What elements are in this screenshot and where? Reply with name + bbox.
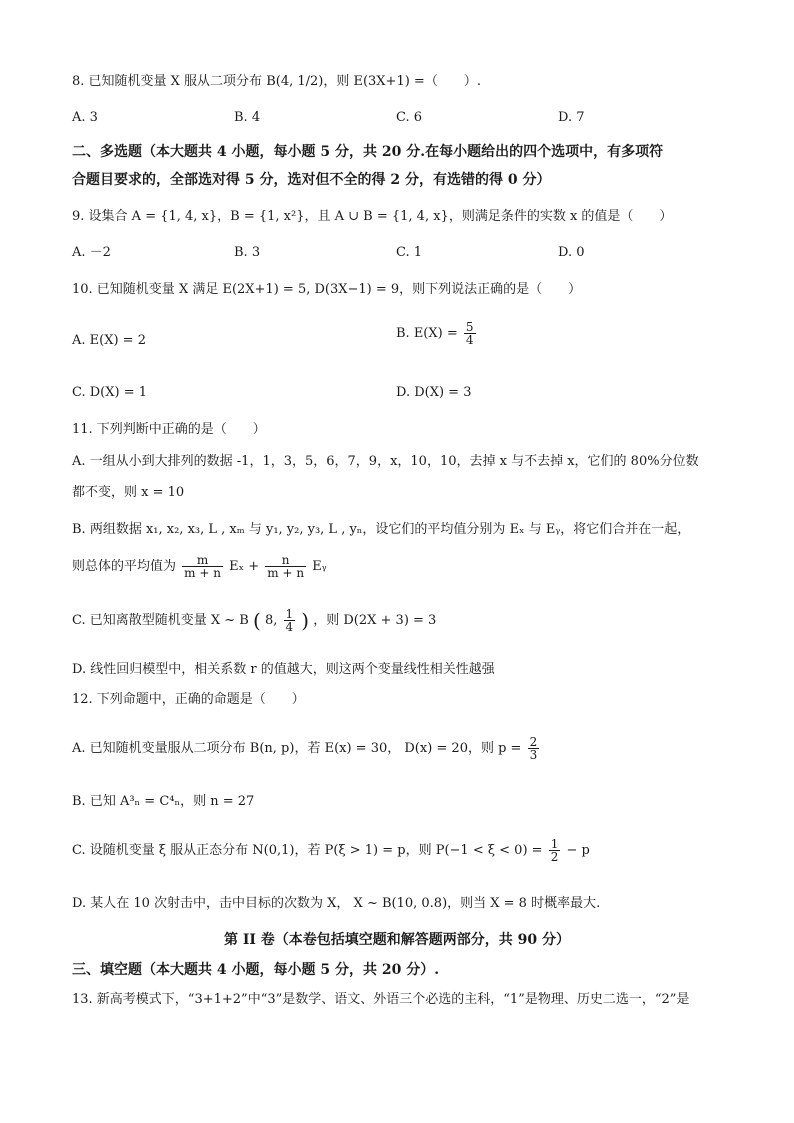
q10-options-row2 — [72, 383, 732, 403]
q8-stem: 8. 已知随机变量 X 服从二项分布 B(4, 1/2)，则 E(3X+1) =（ ）. — [72, 74, 481, 89]
q12-option-c-den: 2 — [550, 850, 559, 864]
q9-option-d: D. 0 — [558, 245, 585, 260]
q8-options — [72, 108, 732, 128]
q10-option-b-prefix: B. E(X) = — [396, 326, 458, 341]
q8-option-c: C. 6 — [396, 110, 423, 125]
q12-option-c-num: 1 — [550, 837, 559, 851]
q11-option-c-fraction — [284, 608, 296, 633]
q12-option-a-num: 2 — [529, 735, 538, 749]
q10-option-a: A. E(X) = 2 — [72, 333, 146, 348]
q11-option-b-frac2-den: m + n — [267, 566, 305, 580]
q11-option-b-frac1-den: m + n — [184, 566, 221, 580]
q10-stem: 10. 已知随机变量 X 满足 E(2X+1) = 5, D(3X−1) = 9，则下列说法正确的是（ ） — [72, 282, 582, 297]
q12-option-c-suffix: − p — [566, 843, 590, 858]
q11-stem: 11. 下列判断中正确的是（ ） — [72, 422, 266, 437]
q11-option-b-line1: B. 两组数据 x₁, x₂, x₃, L , xₘ 与 y₁, y₂, y₃, L , yₙ，设它们的平均值分别为 Eₓ 与 Eᵧ，将它们合并在一起， — [72, 522, 691, 537]
q11-option-c-paren-left: ( — [253, 608, 261, 633]
section2-heading-line2: 合题目要求的，全部选对得 5 分，选对但不全的得 2 分，有选错的得 0 分） — [72, 172, 551, 188]
q11-option-b-prefix: 则总体的平均值为 — [72, 559, 177, 574]
q11-option-b-fraction2 — [265, 554, 306, 579]
q9-option-c: C. 1 — [396, 245, 423, 260]
q10-option-d: D. D(X) = 3 — [396, 385, 472, 400]
q9-options — [72, 243, 732, 263]
section2-heading-line1: 二、多选题（本大题共 4 小题，每小题 5 分，共 20 分.在每小题给出的四个选项中，有多项符 — [72, 144, 664, 160]
q9-option-a: A. －2 — [72, 245, 111, 260]
q12-option-c-prefix: C. 设随机变量 ξ 服从正态分布 N(0,1)，若 P(ξ > 1) = p，则 P(−1 < ξ < 0) = — [72, 843, 543, 858]
q12-option-a-fraction — [528, 736, 540, 761]
q12-option-a — [72, 736, 734, 761]
q9-option-b: B. 3 — [234, 245, 261, 260]
q11-option-a-line2: 都不变，则 x = 10 — [72, 485, 185, 500]
q10-options-row1 — [72, 320, 732, 361]
q10-option-b-den: 4 — [465, 333, 474, 347]
q9-stem: 9. 设集合 A = {1, 4, x}，B = {1, x²}，且 A ∪ B = {1, 4, x}，则满足条件的实数 x 的值是（ ） — [72, 209, 673, 224]
q11-option-a-line1: A. 一组从小到大排列的数据 -1，1，3，5，6，7，9，x，10，10，去掉 x 与不去掉 x，它们的 80%分位数 — [72, 454, 699, 469]
q10-option-b — [396, 321, 478, 346]
q11-option-c-suffix: ，则 D(2X + 3) = 3 — [313, 613, 437, 628]
q10-option-b-fraction — [464, 321, 476, 346]
q13-stem: 13. 新高考模式下，“3+1+2”中“3”是数学、语文、外语三个必选的主科，“1”是物理、历史二选一，“2”是 — [72, 992, 690, 1007]
q8-option-b: B. 4 — [234, 110, 261, 125]
q12-option-c-fraction — [549, 838, 561, 863]
q11-option-c-den: 4 — [285, 620, 294, 634]
q11-option-b-frac1-num: m — [182, 554, 223, 567]
q8-option-a: A. 3 — [72, 110, 98, 125]
q11-option-b-line2 — [72, 554, 734, 579]
q12-option-c — [72, 838, 734, 863]
q11-option-c-num: 1 — [285, 607, 294, 621]
q10-option-b-num: 5 — [465, 320, 474, 334]
part2-title: 第 II 卷（本卷包括填空题和解答题两部分，共 90 分） — [223, 932, 571, 948]
q12-option-b: B. 已知 A³ₙ = C⁴ₙ，则 n = 27 — [72, 794, 255, 809]
q11-option-b-frac2-num: n — [265, 554, 306, 567]
q11-option-c-frac-pre: 8, — [264, 613, 278, 628]
q11-option-b-mid: Eₓ + — [229, 559, 260, 574]
q11-option-d: D. 线性回归模型中，相关系数 r 的值越大，则这两个变量线性相关性越强 — [72, 662, 495, 677]
q11-option-b-fraction1 — [182, 554, 223, 579]
q12-option-d: D. 某人在 10 次射击中，击中目标的次数为 X， X ~ B(10, 0.8)，则当 X = 8 时概率最大. — [72, 896, 601, 911]
section3-heading: 三、填空题（本大题共 4 小题，每小题 5 分，共 20 分）. — [72, 962, 440, 978]
q11-option-b-tail: Eᵧ — [312, 559, 327, 574]
q11-option-c-prefix: C. 已知离散型随机变量 X ~ B — [72, 613, 249, 628]
q8-option-d: D. 7 — [558, 110, 585, 125]
q10-option-c: C. D(X) = 1 — [72, 385, 147, 400]
q12-option-a-den: 3 — [529, 748, 538, 762]
q11-option-c — [72, 608, 734, 633]
q12-stem: 12. 下列命题中，正确的命题是（ ） — [72, 692, 305, 707]
q11-option-c-paren-right: ) — [301, 608, 310, 633]
q12-option-a-prefix: A. 已知随机变量服从二项分布 B(n, p)，若 E(x) = 30， D(x) = 20，则 p = — [72, 741, 522, 756]
